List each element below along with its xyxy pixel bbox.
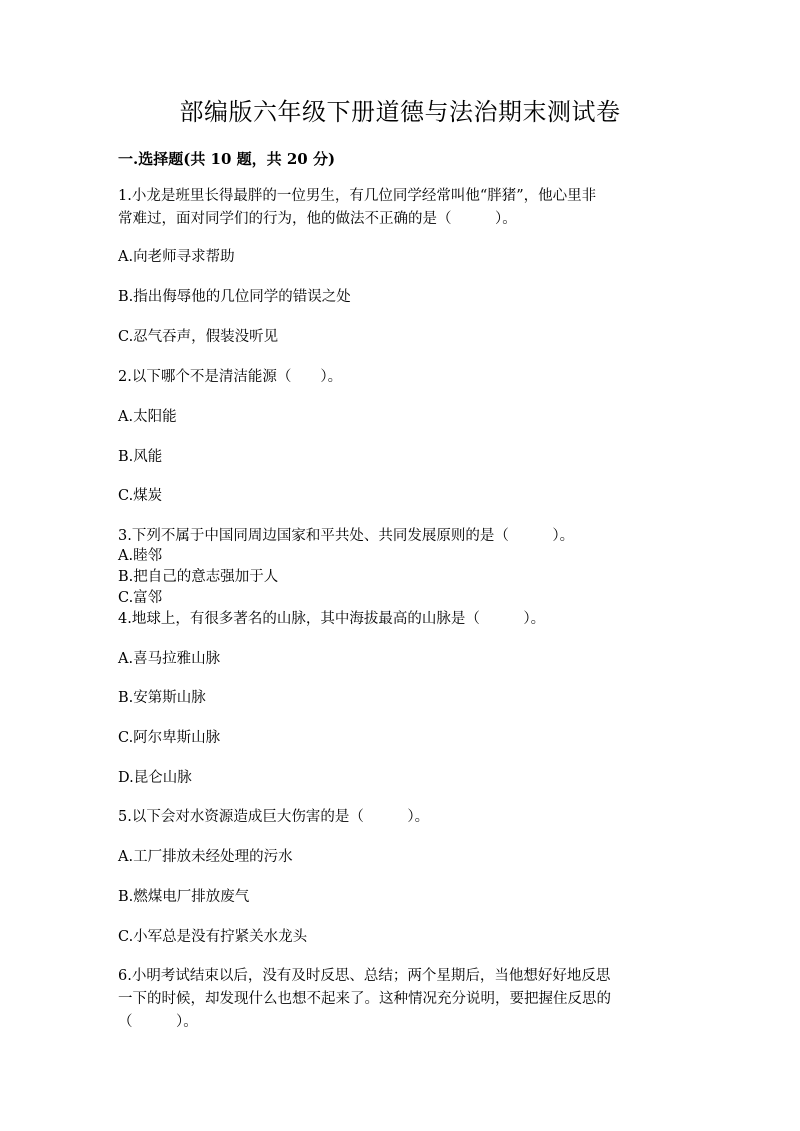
answer-option: A.太阳能 <box>118 409 177 425</box>
question-stem-line: 4.地球上，有很多著名的山脉，其中海拔最高的山脉是（ ）。 <box>118 611 546 627</box>
answer-option: C.煤炭 <box>118 488 163 504</box>
question-stem-line: 3.下列不属于中国同周边国家和平共处、共同发展原则的是（ ）。 <box>118 528 575 544</box>
question-stem-line: （ ）。 <box>118 1014 198 1030</box>
question-stem-line: 一下的时候，却发现什么也想不起来了。这种情况充分说明，要把握住反思的 <box>118 991 611 1007</box>
question-stem-line: 2.以下哪个不是清洁能源（ ）。 <box>118 369 343 385</box>
answer-option: C.忍气吞声，假装没听见 <box>118 329 279 345</box>
answer-option: C.富邻 <box>118 590 163 606</box>
answer-option: D.昆仑山脉 <box>118 770 192 786</box>
question-stem-line: 5.以下会对水资源造成巨大伤害的是（ ）。 <box>118 809 430 825</box>
answer-option: A.向老师寻求帮助 <box>118 249 235 265</box>
answer-option: B.指出侮辱他的几位同学的错误之处 <box>118 289 351 305</box>
answer-option: C.小军总是没有拧紧关水龙头 <box>118 929 308 945</box>
answer-option: A.喜马拉雅山脉 <box>118 651 221 667</box>
section-heading: 一.选择题(共 10 题，共 20 分) <box>118 150 336 168</box>
answer-option: C.阿尔卑斯山脉 <box>118 730 221 746</box>
answer-option: B.燃煤电厂排放废气 <box>118 889 250 905</box>
answer-option: A.工厂排放未经处理的污水 <box>118 849 293 865</box>
answer-option: A.睦邻 <box>118 548 163 564</box>
answer-option: B.安第斯山脉 <box>118 690 206 706</box>
question-stem-line: 6.小明考试结束以后，没有及时反思、总结；两个星期后，当他想好好地反思 <box>118 968 611 984</box>
page-title: 部编版六年级下册道德与法治期末测试卷 <box>179 98 621 126</box>
question-stem-line: 1.小龙是班里长得最胖的一位男生，有几位同学经常叫他“胖猪”，他心里非 <box>118 188 597 204</box>
answer-option: B.风能 <box>118 449 163 465</box>
question-stem-line: 常难过，面对同学们的行为，他的做法不正确的是（ ）。 <box>118 211 517 227</box>
answer-option: B.把自己的意志强加于人 <box>118 569 279 585</box>
